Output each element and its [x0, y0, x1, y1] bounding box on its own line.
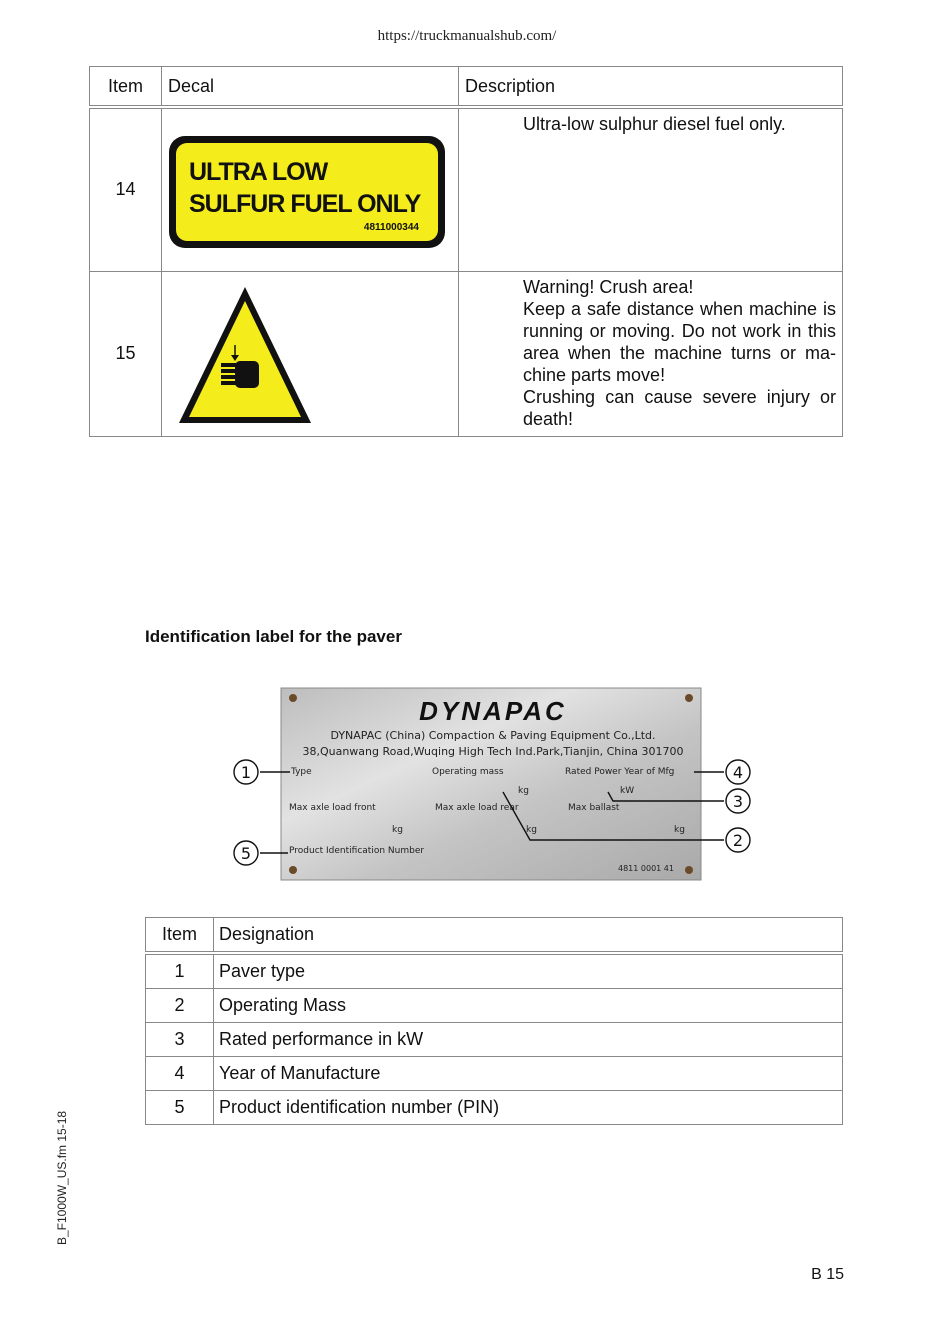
source-url[interactable]: https://truckmanualshub.com/ [377, 28, 557, 44]
decal-line-1: ULTRA LOW [189, 158, 328, 186]
description-line: Warning! Crush area! [523, 276, 694, 297]
item-number: 15 [90, 271, 162, 436]
plate-unit-kg: kg [392, 825, 403, 835]
callout-2 [726, 828, 750, 852]
callout-number: 5 [240, 844, 252, 863]
description-cell [459, 107, 843, 271]
header-decal: Decal [162, 67, 459, 108]
file-side-label: B_F1000W_US.fm 15-18 [55, 1110, 69, 1245]
decal-code: 4811000344 [363, 222, 419, 233]
plate-brand: DYNAPAC [419, 696, 567, 726]
decal-cell [162, 107, 459, 271]
callout-4 [726, 760, 750, 784]
plate-code: 4811 0001 41 [618, 864, 674, 873]
designation-text: Operating Mass [214, 989, 843, 1023]
table-row [90, 107, 843, 271]
screw-hole [685, 694, 693, 702]
item-number: 14 [90, 107, 162, 271]
ultra-low-sulfur-decal [163, 110, 447, 260]
description-line: Ultra-low sulphur diesel fuel only. [523, 114, 786, 134]
plate-pin: Product Identification Number [289, 846, 425, 856]
description-line: Keep a safe distance when machine is running or moving. Do not work in this area when the machine turns or ma-chine parts move! [523, 298, 836, 385]
table-row [146, 1091, 843, 1125]
plate-unit-kg: kg [526, 825, 537, 835]
callout-number: 2 [732, 831, 744, 850]
item-number: 4 [146, 1057, 214, 1091]
header-item: Item [146, 918, 214, 954]
decal-cell [162, 271, 459, 436]
screw-hole [289, 866, 297, 874]
plate-max-ballast: Max ballast [568, 803, 620, 813]
callout-number: 4 [732, 763, 744, 782]
callout-number: 3 [732, 792, 744, 811]
identification-plate-figure [228, 686, 758, 882]
callout-1 [234, 760, 258, 784]
identification-plate [228, 686, 758, 882]
plate-company: DYNAPAC (China) Compaction & Paving Equipment Co.,Ltd. [330, 729, 656, 742]
plate-address: 38,Quanwang Road,Wuqing High Tech Ind.Park,Tianjin, China 301700 [302, 745, 684, 758]
screw-hole [685, 866, 693, 874]
callout-number: 1 [240, 763, 252, 782]
callout-3 [726, 789, 750, 813]
table-row [146, 1023, 843, 1057]
table-row [90, 271, 843, 436]
page-number: B 15 [811, 1266, 844, 1283]
item-number: 5 [146, 1091, 214, 1125]
plate-rated-power: Rated Power Year of Mfg [565, 767, 675, 777]
plate-unit-kg: kg [518, 786, 529, 796]
decal-line-2: SULFUR FUEL ONLY [189, 190, 421, 218]
plate-max-axle-rear: Max axle load rear [435, 803, 519, 813]
description-cell [459, 271, 843, 436]
table-row [146, 1057, 843, 1091]
header-description: Description [459, 67, 843, 108]
plate-operating-mass: Operating mass [432, 767, 504, 777]
table-row [146, 953, 843, 989]
description-line: Crushing can cause severe injury or death! [523, 386, 836, 429]
designation-table [145, 917, 843, 1125]
designation-text: Rated performance in kW [214, 1023, 843, 1057]
decal-table [89, 66, 843, 437]
designation-text: Year of Manufacture [214, 1057, 843, 1091]
section-title: Identification label for the paver [145, 627, 402, 646]
item-number: 1 [146, 953, 214, 989]
header-item: Item [90, 67, 162, 108]
item-number: 2 [146, 989, 214, 1023]
plate-unit-kg: kg [674, 825, 685, 835]
header-designation: Designation [214, 918, 843, 954]
callout-5 [234, 841, 258, 865]
item-number: 3 [146, 1023, 214, 1057]
designation-text: Paver type [214, 953, 843, 989]
crush-hand-warning-icon [163, 273, 447, 433]
designation-text: Product identification number (PIN) [214, 1091, 843, 1125]
decal-table-header [90, 67, 843, 108]
screw-hole [289, 694, 297, 702]
plate-type: Type [291, 767, 312, 777]
plate-max-axle-front: Max axle load front [289, 803, 376, 813]
table-row [146, 989, 843, 1023]
designation-table-header [146, 918, 843, 954]
plate-unit-kw: kW [620, 786, 635, 796]
